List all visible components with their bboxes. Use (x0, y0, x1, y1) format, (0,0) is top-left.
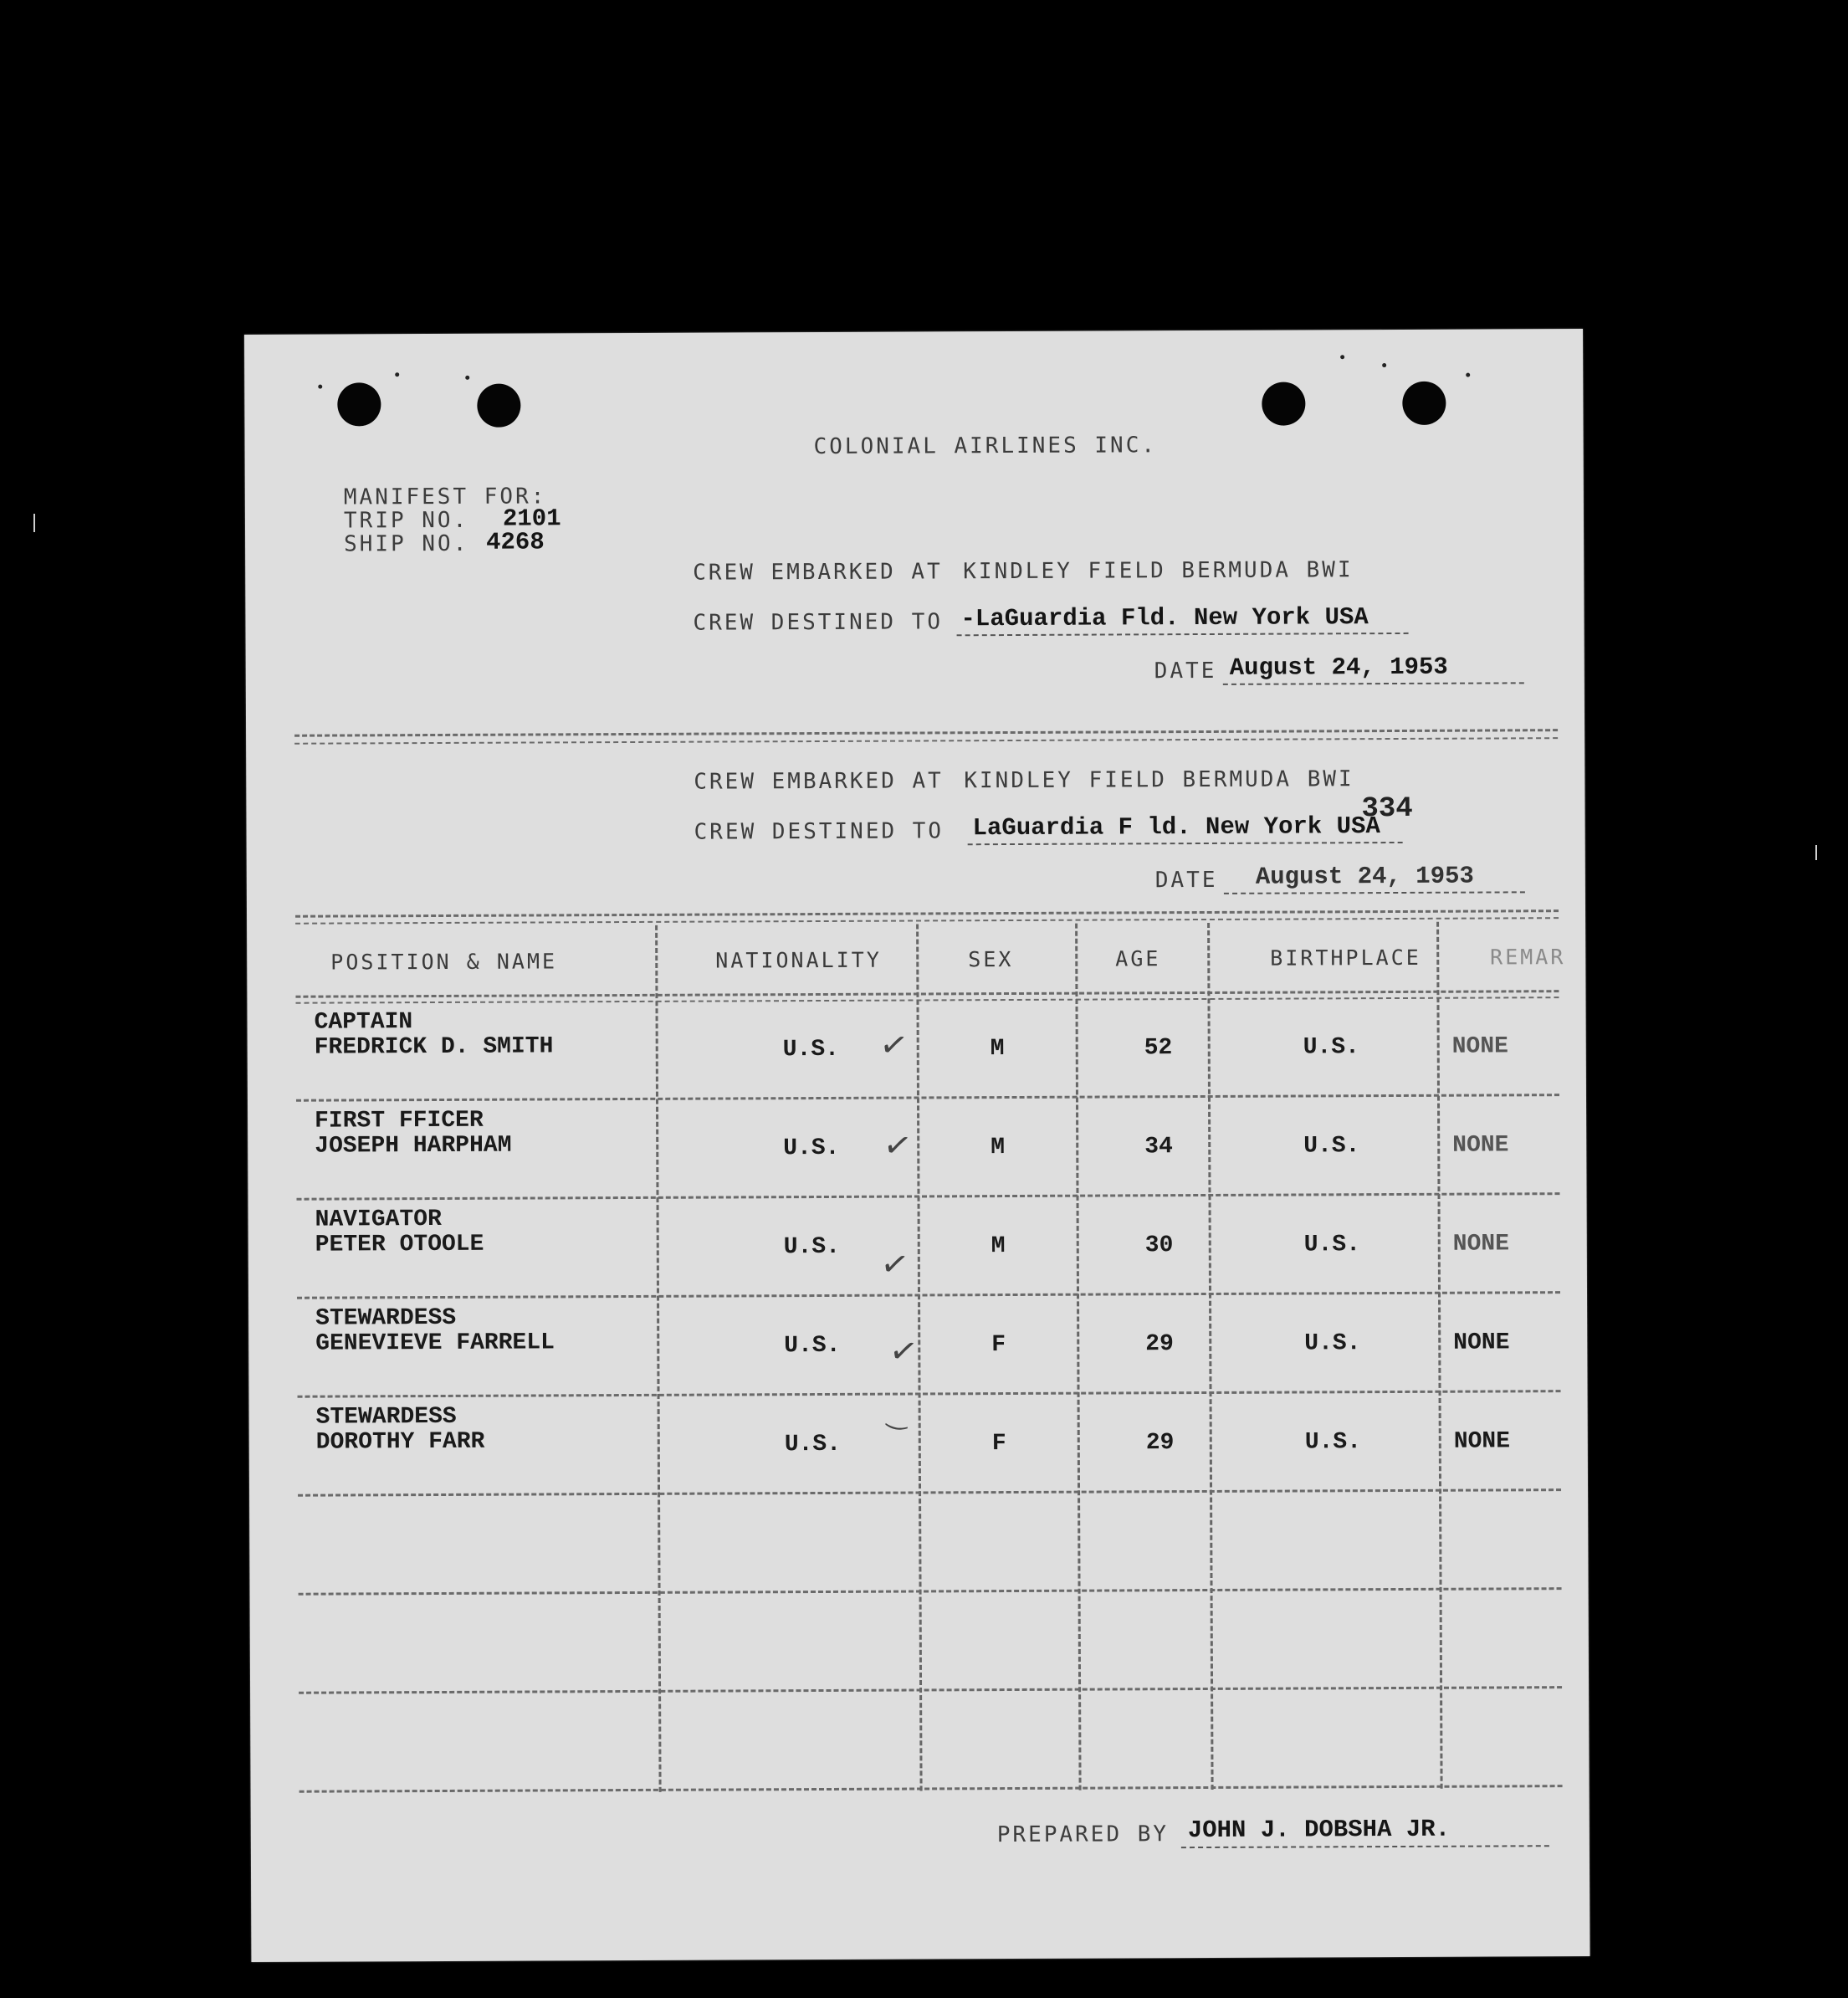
date-underline (1224, 891, 1525, 894)
separator-line (294, 737, 1558, 745)
punch-hole-icon (1262, 382, 1305, 425)
destined-value: LaGuardia F ld. New York USA (972, 812, 1380, 843)
column-divider (1207, 923, 1214, 1790)
row-name: PETER OTOOLE (315, 1231, 484, 1258)
embarked-value: KINDLEY FIELD BERMUDA BWI (964, 766, 1354, 794)
row-remarks: NONE (1452, 1132, 1509, 1159)
row-position: CAPTAIN (314, 1009, 413, 1036)
speck-mark (1466, 373, 1470, 377)
trip-value: 2101 (502, 505, 561, 533)
row-age: 29 (1145, 1331, 1174, 1358)
row-nationality: U.S. (783, 1233, 841, 1261)
checkmark-icon: ✓ (878, 1243, 913, 1287)
row-remarks: NONE (1451, 1033, 1509, 1060)
separator-line (294, 729, 1558, 737)
ship-value: 4268 (486, 528, 545, 556)
row-divider (299, 1587, 1562, 1596)
header-bottom-line (295, 996, 1559, 1004)
column-header-sex: SEX (968, 946, 1014, 972)
table-top-line (295, 909, 1559, 918)
row-age: 30 (1144, 1232, 1174, 1259)
destined-annotation: 334 (1361, 792, 1413, 826)
ship-label: SHIP NO. (344, 530, 469, 557)
row-position: STEWARDESS (315, 1403, 457, 1431)
destined-label: CREW DESTINED TO (694, 818, 944, 845)
embarked-label: CREW EMBARKED AT (693, 559, 943, 586)
row-nationality: U.S. (784, 1332, 841, 1360)
embarked-value: KINDLEY FIELD BERMUDA BWI (963, 557, 1354, 585)
row-age: 34 (1144, 1134, 1173, 1160)
dash-mark-icon: ‿ (885, 1399, 911, 1432)
column-header-remarks: REMAR (1490, 945, 1566, 970)
row-divider (297, 1192, 1560, 1201)
column-header-nationality: NATIONALITY (715, 947, 882, 973)
column-divider (916, 924, 923, 1791)
row-divider (299, 1686, 1562, 1694)
manifest-for-label: MANIFEST FOR: (343, 484, 547, 510)
punch-hole-icon (477, 384, 520, 428)
row-position: STEWARDESS (315, 1304, 457, 1332)
row-sex: F (991, 1431, 1006, 1458)
row-divider (297, 1291, 1560, 1299)
checkmark-icon: ✓ (877, 1024, 911, 1068)
table-top-line (295, 917, 1559, 925)
destined-label: CREW DESTINED TO (693, 609, 944, 636)
row-sex: F (991, 1332, 1006, 1359)
prepared-by-label: PREPARED BY (996, 1821, 1170, 1848)
speck-mark (1340, 355, 1344, 359)
date-label: DATE (1154, 658, 1217, 684)
edge-mark (1815, 845, 1817, 860)
row-birthplace: U.S. (1303, 1232, 1361, 1258)
row-nationality: U.S. (784, 1431, 842, 1458)
row-divider (296, 1094, 1559, 1102)
destined-value: -LaGuardia Fld. New York USA (960, 603, 1369, 633)
prepared-by-value: JOHN J. DOBSHA JR. (1187, 1815, 1451, 1845)
row-divider (298, 1390, 1561, 1398)
row-birthplace: U.S. (1303, 1034, 1360, 1061)
speck-mark (395, 372, 399, 377)
trip-label: TRIP NO. (343, 507, 469, 534)
speck-mark (318, 385, 322, 389)
punch-hole-icon (337, 382, 381, 426)
company-title: COLONIAL AIRLINES INC. (813, 433, 1158, 460)
row-age: 29 (1145, 1430, 1175, 1457)
prepared-by-underline (1181, 1845, 1549, 1848)
punch-hole-icon (1402, 382, 1446, 425)
column-divider (655, 925, 662, 1792)
column-header-age: AGE (1115, 946, 1161, 971)
row-remarks: NONE (1453, 1428, 1511, 1455)
row-sex: M (991, 1135, 1006, 1161)
row-sex: M (990, 1036, 1005, 1063)
checkmark-icon: ✓ (880, 1125, 915, 1168)
column-header-position-name: POSITION & NAME (330, 949, 558, 975)
row-birthplace: U.S. (1304, 1429, 1362, 1456)
row-nationality: U.S. (782, 1036, 840, 1063)
row-nationality: U.S. (783, 1135, 840, 1162)
row-name: JOSEPH HARPHAM (315, 1132, 512, 1160)
column-divider (1436, 922, 1443, 1789)
row-birthplace: U.S. (1303, 1133, 1360, 1160)
date-label: DATE (1154, 867, 1218, 894)
checkmark-icon: ✓ (886, 1330, 921, 1374)
row-position: NAVIGATOR (315, 1206, 442, 1233)
embarked-label: CREW EMBARKED AT (694, 768, 944, 795)
row-divider (299, 1785, 1563, 1793)
date-value: August 24, 1953 (1255, 862, 1474, 891)
date-value: August 24, 1953 (1229, 653, 1448, 682)
row-name: DOROTHY FARR (315, 1428, 485, 1456)
row-birthplace: U.S. (1304, 1330, 1361, 1357)
row-name: GENEVIEVE FARRELL (315, 1329, 555, 1357)
row-remarks: NONE (1453, 1329, 1510, 1356)
row-sex: M (991, 1233, 1006, 1260)
column-header-birthplace: BIRTHPLACE (1270, 945, 1421, 971)
edge-mark (33, 514, 35, 532)
speck-mark (465, 376, 469, 380)
manifest-sheet (244, 329, 1589, 1962)
destined-underline (968, 842, 1403, 845)
column-divider (1075, 924, 1082, 1791)
row-remarks: NONE (1452, 1231, 1510, 1258)
speck-mark (1382, 363, 1386, 367)
row-name: FREDRICK D. SMITH (314, 1033, 554, 1061)
destined-underline (957, 633, 1409, 636)
row-position: FIRST FFICER (315, 1107, 484, 1135)
row-age: 52 (1144, 1035, 1173, 1062)
row-divider (298, 1488, 1561, 1497)
date-underline (1223, 682, 1524, 685)
